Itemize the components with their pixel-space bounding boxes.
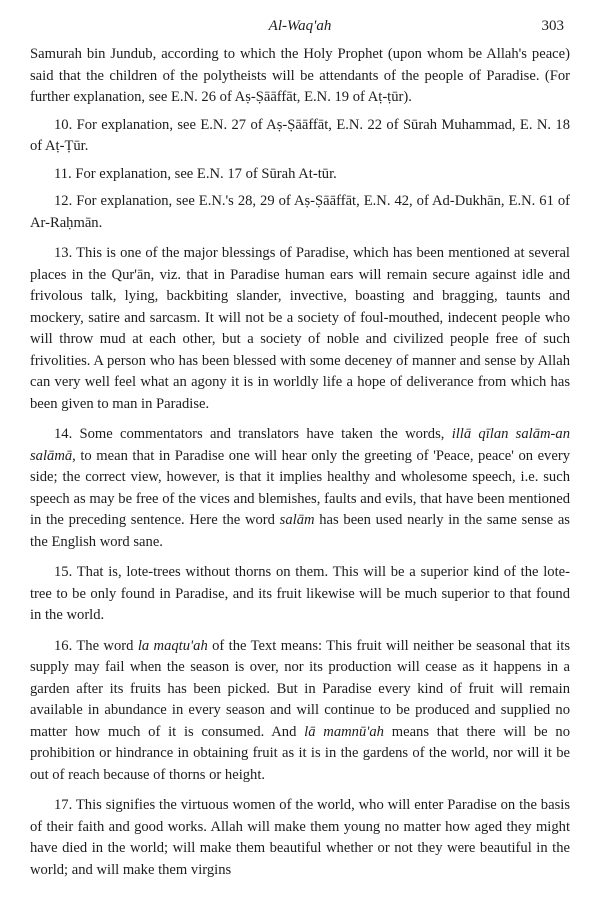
body-text [30,44,570,881]
text-run: Samurah bin Jundub, according to which the Holy Prophet (upon whom be Allah's peace) said that the children of the polytheists will be attendants of the people of Paradise. (For further explanation, see E.N. 26 of Aṣ-Ṣāāffāt, E.N. 19 of Aṭ-ṭūr). [30,46,570,105]
text-run: , to mean that in Paradise one will hear only the greeting of 'Peace, peace' on every side; the correct view, however, is that it implies healthy and wholesome speech, i.e. such speech as may be free of the vices and blemishes, faults and evils, that have been mentioned in the preceding sentence. Here the word [30,447,570,528]
text-run: means that there will be no prohibition or hindrance in obtaining fruit as it is in the gardens of the world, nor will it be out of reach because of thorns or height. [30,723,571,783]
italic-term: lā mamnū'ah [304,723,384,740]
running-head: Al-Waq'ah [268,18,332,34]
note-13 [30,243,570,415]
paragraph-continuation [30,44,570,109]
text-run: 14. Some commentators and translators have taken the words, [54,426,452,442]
note-16 [30,636,570,787]
text-run: 13. This is one of the major blessings of Paradise, which has been mentioned at several places in the Qur'ān, viz. that in Paradise human ears will remain secure against idle and frivolous talk, lying, backbiting slander, invective, boasting and bragging, taunts and mockery, satire and sarcasm. It will not be a society of foul-mouthed, indecent people who will throw mud at each other, but a society of noble and civilized people free of such frivolities. A person who has been blessed with some deceney of manner and sense by Allah can very well feel what an agony it is in worldly life a hope of deliverance from which has been given to man in Paradise. [30,245,570,412]
page-header [30,10,570,36]
page-number: 303 [541,18,564,34]
italic-term: la maqtu'ah [137,637,208,654]
note-14 [30,424,570,553]
text-run: 12. For explanation, see E.N.'s 28, 29 of Aṣ-Ṣāāffāt, E.N. 42, of Ad-Dukhān, E.N. 61 of Ar-Raḥmān. [30,193,570,231]
text-run: of the Text means: This fruit will neither be seasonal that its supply may fail when the season is over, nor its production will cease as it happens in a garden after its fruits has been picked. But in Paradise every kind of fruit will remain available in abundance in every season and will continue to be produced and supplied no matter how much of it is consumed. And [30,637,571,740]
italic-term: illā qīlan salām-an salāmā [30,426,570,464]
text-run: 16. The word [54,637,138,654]
text-run: 10. For explanation, see E.N. 27 of Aṣ-Ṣāāffāt, E.N. 22 of Sūrah Muhammad, E. N. 18 of Aṭ-Ṭūr. [30,116,570,154]
note-12 [30,191,570,234]
note-15 [30,562,570,627]
text-run: 17. This signifies the virtuous women of the world, who will enter Paradise on the basis of their faith and good works. Allah will make them young no matter how aged they might have died in the world; will make them beautiful whether or not they were beautiful in the world; and will make them virgins [30,797,570,878]
note-11 [30,164,570,186]
text-run: 11. For explanation, see E.N. 17 of Sūrah At-tūr. [54,165,337,182]
text-run: has been used nearly in the same sense as the English word sane. [30,512,570,550]
note-10 [30,115,570,158]
text-run: 15. That is, lote-trees without thorns on them. This will be a superior kind of the lote-tree to be only found in Paradise, and its fruit likewise will be much superior to that found in the world. [30,564,570,623]
note-17 [30,795,570,881]
italic-term: salām [279,512,315,528]
